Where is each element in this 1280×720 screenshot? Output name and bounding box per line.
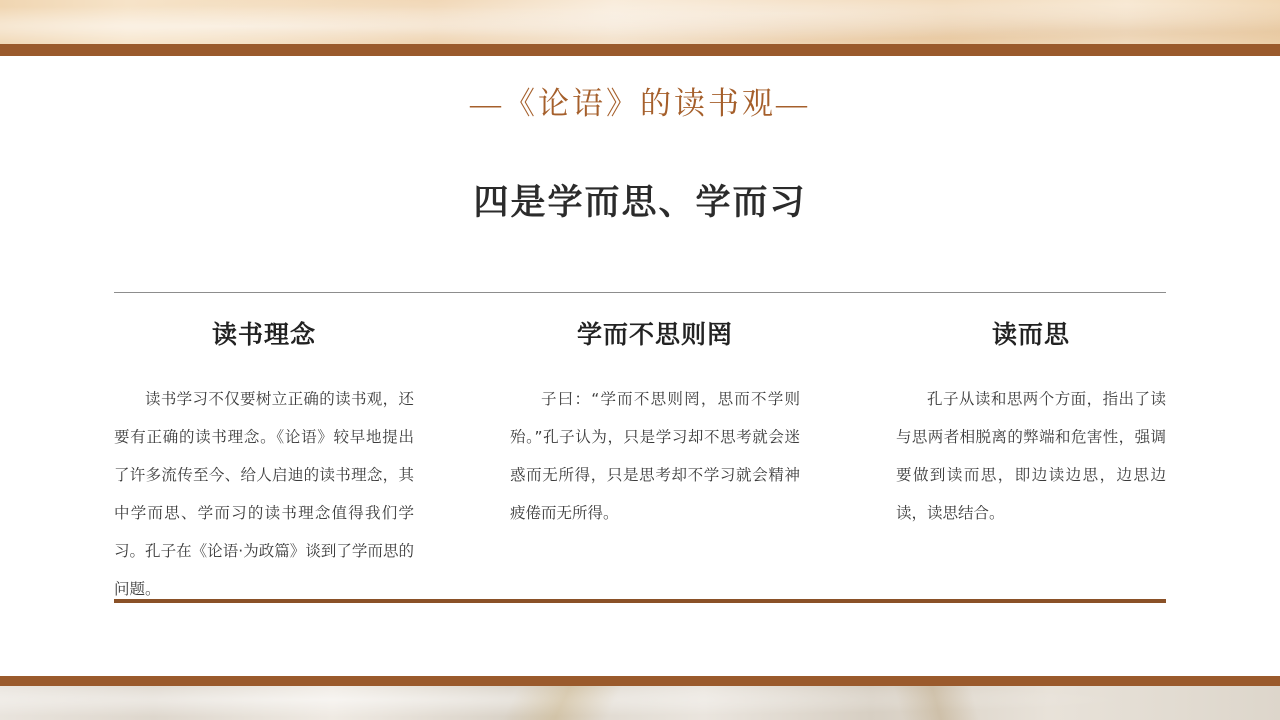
slide-eyebrow: —《论语》的读书观— bbox=[470, 86, 810, 121]
column-body: 读书学习不仅要树立正确的读书观，还要有正确的读书理念。《论语》较早地提出了许多流传至今、给人启迪的读书理念，其中学而思、学而习的读书理念值得我们学习。孔子在《论语·为政篇》谈到了学而思的问题。 bbox=[114, 390, 414, 598]
column-body: 子曰：“学而不思则罔，思而不学则殆。”孔子认为，只是学习却不思考就会迷惑而无所得，只是思考却不学习就会精神疲倦而无所得。 bbox=[510, 390, 800, 522]
top-divider bbox=[114, 292, 1166, 293]
content-columns bbox=[114, 315, 1166, 609]
top-decorative-band bbox=[0, 0, 1280, 44]
content-column bbox=[896, 315, 1166, 609]
bottom-decorative-band bbox=[0, 686, 1280, 720]
column-heading: 读而思 bbox=[991, 322, 1070, 349]
page-title: 四是学而思、学而习 bbox=[473, 183, 807, 222]
bottom-accent-rule bbox=[0, 676, 1280, 686]
column-heading: 学而不思则罔 bbox=[576, 322, 733, 349]
content-column bbox=[510, 315, 800, 609]
content-column bbox=[114, 315, 414, 609]
column-heading: 读书理念 bbox=[211, 322, 316, 349]
top-accent-rule bbox=[0, 44, 1280, 56]
column-body: 孔子从读和思两个方面，指出了读与思两者相脱离的弊端和危害性，强调要做到读而思，即边读边思，边思边读，读思结合。 bbox=[896, 390, 1166, 522]
bottom-divider bbox=[114, 599, 1166, 603]
